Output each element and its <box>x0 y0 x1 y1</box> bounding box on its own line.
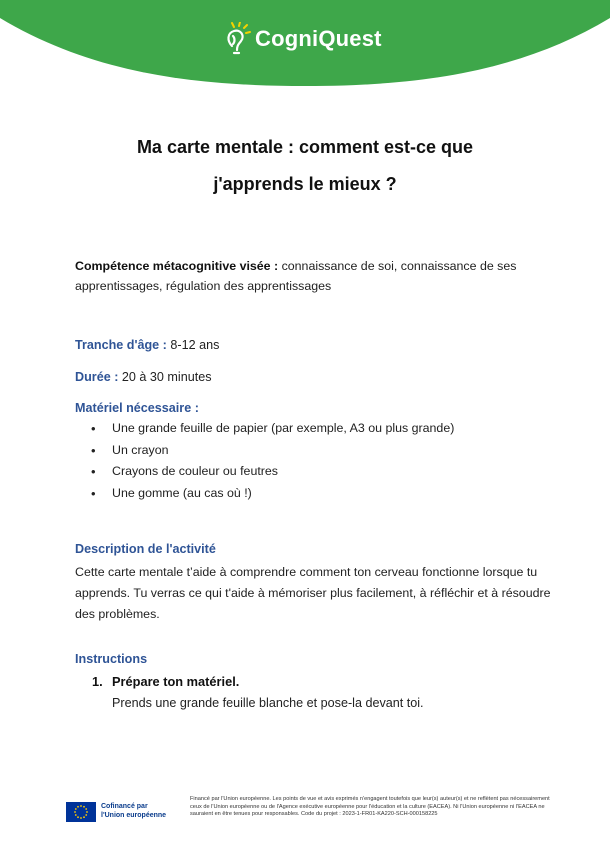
duration-label: Durée : <box>75 370 119 384</box>
description-text: Cette carte mentale t’aide à comprendre comment ton cerveau fonctionne lorsque tu apprends. Tu verras ce qui t'aide à mémoriser plus facilement, à réfléchir et à résoudre des problèmes. <box>75 565 551 621</box>
list-item: • Une gomme (au cas où !) <box>88 483 454 505</box>
eu-line-2: l'Union européenne <box>101 812 167 819</box>
step-title: Prépare ton matériel. <box>112 674 240 689</box>
page-title-line-1: Ma carte mentale : comment est-ce que <box>136 137 474 157</box>
funding-disclaimer: Financé par l'Union européenne. Les points de vue et avis exprimés n'engagent toutefois que leur(s) auteur(s) et ne reflètent pas nécessairement ceux de l'Union européenne ou de l'Agence exécutive européenne pour l'éducation et la culture (EACEA). Ni l'Union européenne ni l'EACEA ne sauraient en être tenues pour responsables. Code du projet : 2023-1-FR01-KA220-SCH-000158225 <box>190 796 550 818</box>
list-item: • Crayons de couleur ou feutres <box>88 461 454 483</box>
step-number: 1. <box>92 674 103 689</box>
competence-label: Compétence métacognitive visée : <box>75 259 279 273</box>
lightbulb-icon <box>224 22 252 56</box>
page-title-line-2: j'apprends le mieux ? <box>213 174 397 194</box>
age-label: Tranche d'âge : <box>75 338 167 352</box>
step-body: Prends une grande feuille blanche et pose-la devant toi. <box>112 696 424 710</box>
duration-value: 20 à 30 minutes <box>118 370 212 384</box>
list-item: • Un crayon <box>88 440 454 462</box>
age-range <box>75 338 219 352</box>
competence-paragraph <box>75 256 545 296</box>
description-heading: Description de l'activité <box>75 542 216 556</box>
age-value: 8-12 ans <box>166 338 220 352</box>
materials-list <box>88 418 454 504</box>
duration <box>75 370 212 384</box>
brand-name: CogniQuest <box>255 26 382 51</box>
competence-text: connaissance de soi, connaissance de ses apprentissages, régulation des apprentissages <box>75 259 517 293</box>
eu-cofunded-label <box>101 802 166 820</box>
list-item: • Une grande feuille de papier (par exemple, A3 ou plus grande) <box>88 418 454 440</box>
eu-line-1: Cofinancé par <box>101 803 148 810</box>
materials-heading: Matériel nécessaire : <box>75 401 199 415</box>
eu-flag-icon <box>66 802 96 822</box>
instructions-heading: Instructions <box>75 652 148 666</box>
cogniquest-logo <box>224 22 382 56</box>
